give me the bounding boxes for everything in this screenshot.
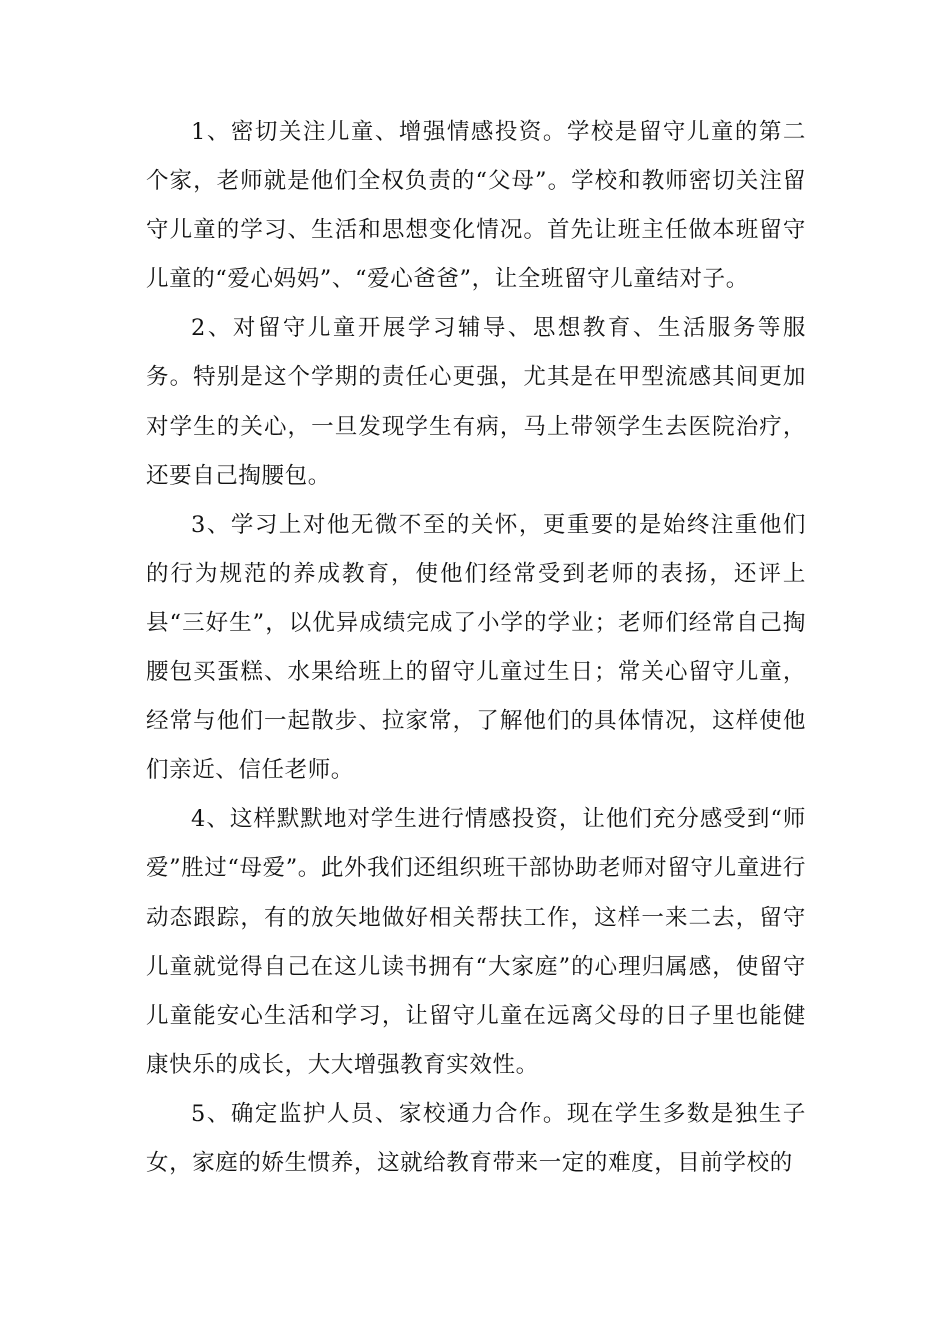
paragraph-2: 2、对留守儿童开展学习辅导、思想教育、生活服务等服务。特别是这个学期的责任心更强，尤其是在甲型流感其间更加对学生的关心，一旦发现学生有病，马上带领学生去医院治疗，还要自己掏腰包。 (146, 315, 806, 489)
document-page (146, 108, 806, 1188)
paragraph-4: 4、这样默默地对学生进行情感投资，让他们充分感受到“师爱”胜过“母爱”。此外我们还组织班干部协助老师对留守儿童进行动态跟踪，有的放矢地做好相关帮扶工作，这样一来二去，留守儿童就觉得自己在这儿读书拥有“大家庭”的心理归属感，使留守儿童能安心生活和学习，让留守儿童在远离父母的日子里也能健康快乐的成长，大大增强教育实效性。 (146, 806, 807, 1078)
paragraph-1: 1、密切关注儿童、增强情感投资。学校是留守儿童的第二个家，老师就是他们全权负责的“父母”。学校和教师密切关注留守儿童的学习、生活和思想变化情况。首先让班主任做本班留守儿童的“爱心妈妈”、“爱心爸爸”，让全班留守儿童结对子。 (146, 119, 806, 293)
paragraph-3: 3、学习上对他无微不至的关怀，更重要的是始终注重他们的行为规范的养成教育，使他们经常受到老师的表扬，还评上县“三好生”，以优异成绩完成了小学的学业；老师们经常自己掏腰包买蛋糕、水果给班上的留守儿童过生日；常关心留守儿童，经常与他们一起散步、拉家常，了解他们的具体情况，这样使他们亲近、信任老师。 (146, 511, 806, 784)
paragraph-5: 5、确定监护人员、家校通力合作。现在学生多数是独生子女，家庭的娇生惯养，这就给教育带来一定的难度，目前学校的 (146, 1100, 806, 1176)
